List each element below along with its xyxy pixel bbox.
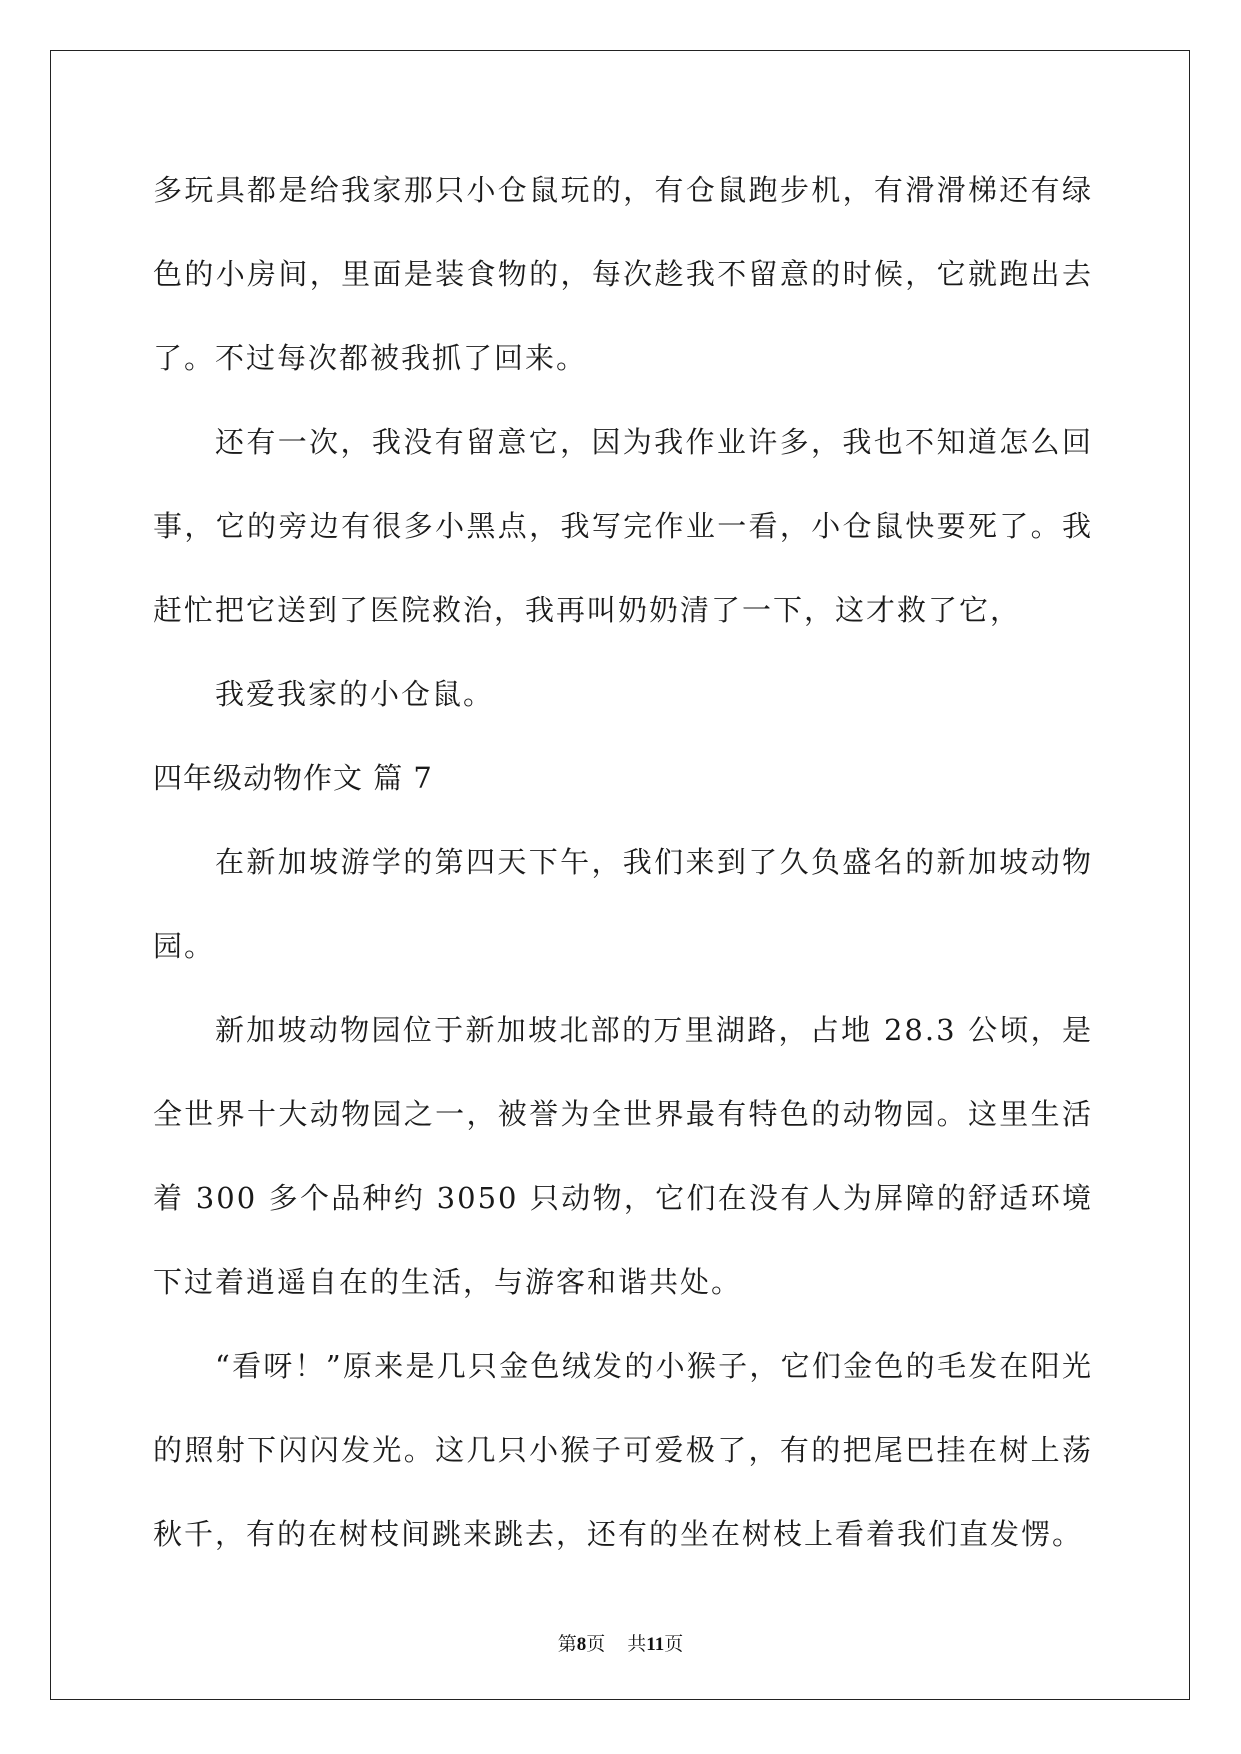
page-label-prefix: 第 — [557, 1633, 577, 1655]
paragraph: 我爱我家的小仓鼠。 — [215, 677, 495, 711]
section-heading: 四年级动物作文 篇 7 — [153, 761, 433, 795]
paragraph: 在新加坡游学的第四天下午，我们来到了久负盛名的新加坡动物园。 — [153, 845, 1093, 963]
paragraph: 新加坡动物园位于新加坡北部的万里湖路，占地 28.3 公顷，是全世界十大动物园之一，被誉为全世界最有特色的动物园。这里生活着 300 多个品种约 3050 只动物，它们在没有人为屏障的舒适环境下过着逍遥自在的生活，与游客和谐共处。 — [153, 1013, 1093, 1299]
total-label-suffix: 页 — [664, 1633, 684, 1655]
total-pages-number: 11 — [646, 1634, 665, 1655]
current-page-number: 8 — [576, 1634, 587, 1655]
total-label-prefix: 共 — [627, 1633, 647, 1655]
page-footer — [0, 1629, 1241, 1656]
paragraph: “看呀！”原来是几只金色绒发的小猴子，它们金色的毛发在阳光的照射下闪闪发光。这几只小猴子可爱极了，有的把尾巴挂在树上荡秋千，有的在树枝间跳来跳去，还有的坐在树枝上看着我们直发愣。 — [153, 1349, 1093, 1551]
document-body — [153, 148, 1093, 1576]
paragraph: 还有一次，我没有留意它，因为我作业许多，我也不知道怎么回事，它的旁边有很多小黑点，我写完作业一看，小仓鼠快要死了。我赶忙把它送到了医院救治，我再叫奶奶清了一下，这才救了它， — [153, 425, 1093, 627]
page-label-mid: 页 — [586, 1633, 606, 1655]
paragraph: 多玩具都是给我家那只小仓鼠玩的，有仓鼠跑步机，有滑滑梯还有绿色的小房间，里面是装食物的，每次趁我不留意的时候，它就跑出去了。不过每次都被我抓了回来。 — [153, 173, 1093, 375]
